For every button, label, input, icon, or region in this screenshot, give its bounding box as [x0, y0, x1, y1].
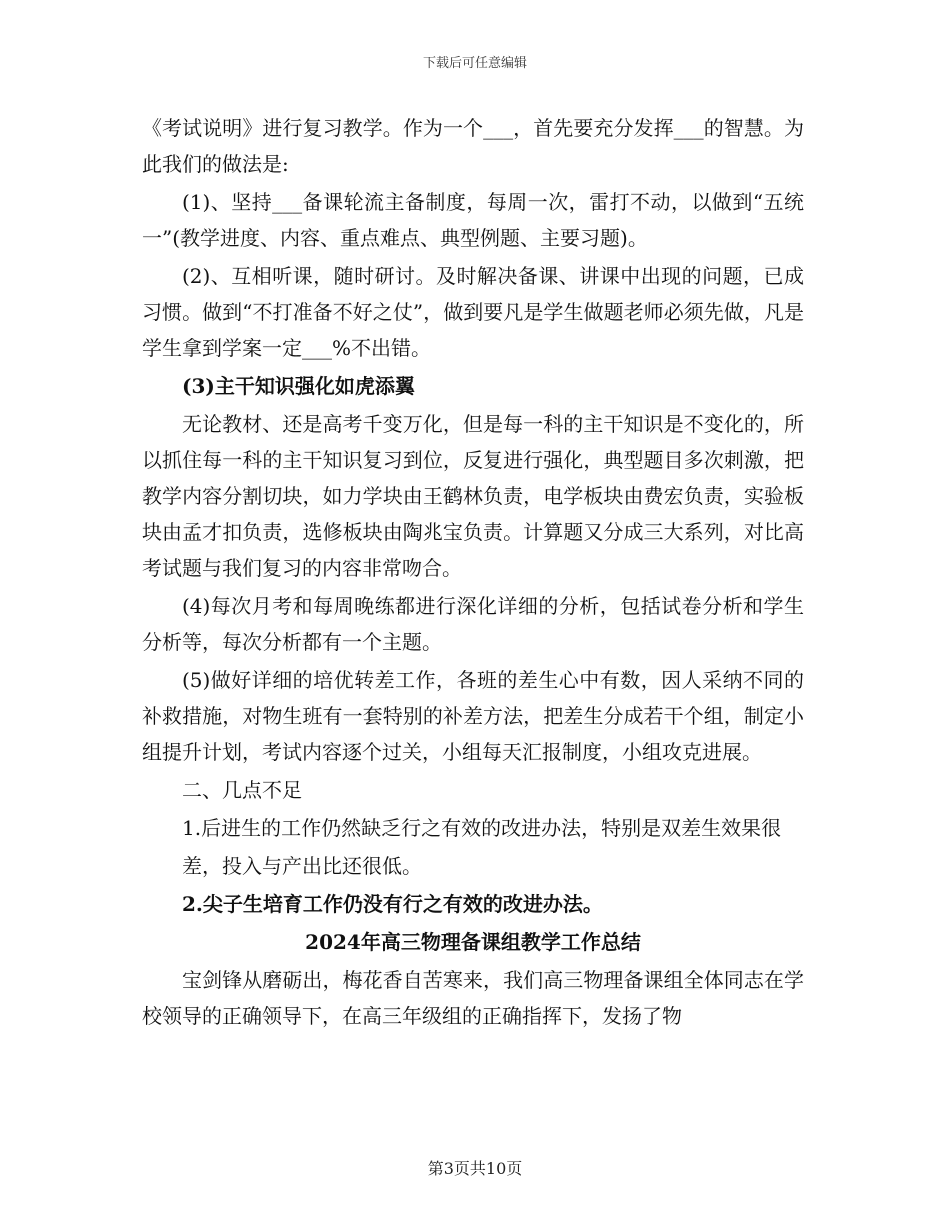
paragraph-summary-intro: 宝剑锋从磨砺出，梅花香自苦寒来，我们高三物理备课组全体同志在学校领导的正确领导下，在高三年级组的正确指挥下，发扬了物	[142, 968, 804, 1028]
paragraph-shortcoming-2: 2.尖子生培育工作仍没有行之有效的改进办法。	[182, 892, 603, 916]
document-title: 2024年高三物理备课组教学工作总结	[305, 930, 641, 954]
paragraph-item-4: (4)每次月考和每周晚练都进行深化详细的分析，包括试卷分析和学生分析等，每次分析都有一个主题。	[142, 594, 804, 654]
paragraph-core-knowledge: 无论教材、还是高考千变万化，但是每一科的主干知识是不变化的，所以抓住每一科的主干知识复习到位，反复进行强化，典型题目多次刺激，把教学内容分割切块，如力学块由王鹤林负责，电学板块由费宏负责，实验板块由孟才扣负责，选修板块由陶兆宝负责。计算题又分成三大系列，对比高考试题与我们复习的内容非常吻合。	[142, 412, 804, 580]
subheading-item-3: (3)主干知识强化如虎添翼	[182, 374, 415, 398]
page-footer: 第3页共10页	[427, 1159, 523, 1178]
paragraph-shortcoming-1: 1.后进生的工作仍然缺乏行之有效的改进办法，特别是双差生效果很	[182, 816, 782, 840]
paragraph-item-1: (1)、坚持___备课轮流主备制度，每周一次，雷打不动，以做到“五统一”(教学进度、内容、重点难点、典型例题、主要习题)。	[142, 190, 804, 250]
paragraph-intro: 《考试说明》进行复习教学。作为一个___，首先要充分发挥___的智慧。为此我们的做法是:	[142, 116, 804, 176]
document-body	[142, 110, 804, 1036]
section-heading-shortcomings: 二、几点不足	[182, 778, 302, 802]
paragraph-item-5: (5)做好详细的培优转差工作，各班的差生心中有数，因人采纳不同的补救措施，对物生班有一套特别的补差方法，把差生分成若干个组，制定小组提升计划，考试内容逐个过关，小组每天汇报制度，小组攻克进展。	[142, 668, 804, 764]
paragraph-shortcoming-1-cont: 差，投入与产出比还很低。	[182, 854, 422, 878]
page-header: 下载后可任意编辑	[422, 56, 527, 71]
paragraph-item-2: (2)、互相听课，随时研讨。及时解决备课、讲课中出现的问题，已成习惯。做到“不打准备不好之仗”，做到要凡是学生做题老师必须先做，凡是学生拿到学案一定___%不出错。	[142, 264, 804, 360]
